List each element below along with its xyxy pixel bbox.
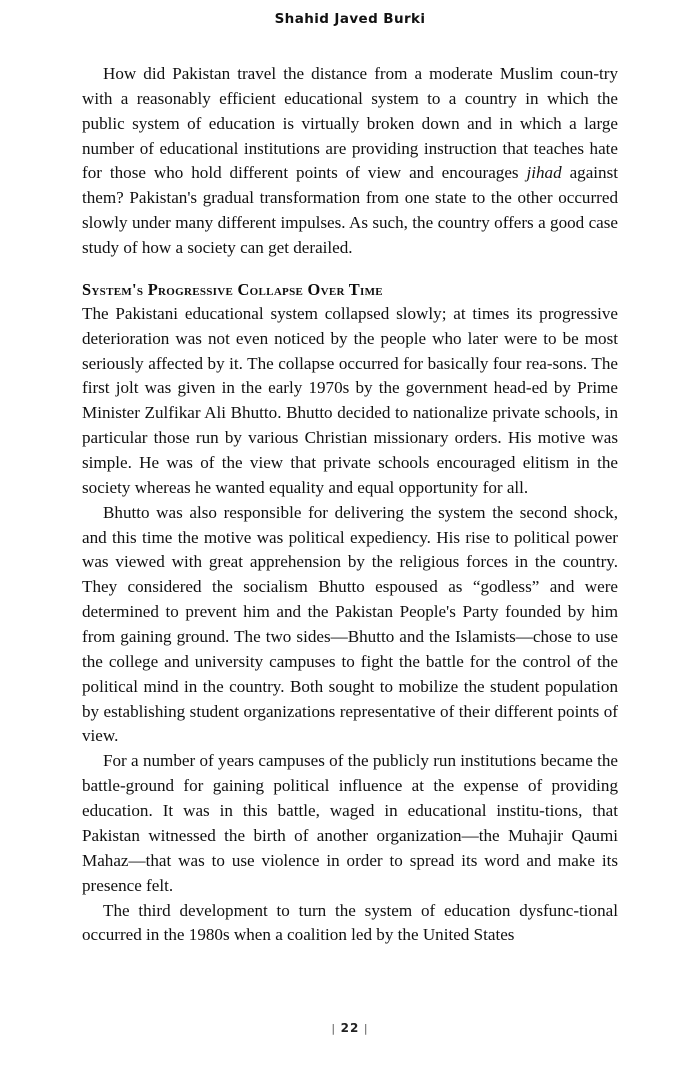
paragraph-intro <box>82 62 618 261</box>
page-body <box>82 62 618 948</box>
paragraph-intro-italic-jihad: jihad <box>526 163 562 183</box>
paragraph-second-shock: Bhutto was also responsible for delivering the system the second shock, and this time the motive was political expediency. His rise to political power was viewed with great apprehension by the religious forces in the country. They considered the socialism Bhutto espoused as “godless” and were determined to prevent him and the Pakistan People's Party founded by him from gaining ground. The two sides—Bhutto and the Islamists—chose to use the college and university campuses to fight the battle for the control of the political mind in the country. Both sought to mobilize the student population by establishing student organizations representative of their different points of view. <box>82 502 618 746</box>
page-number: 22 <box>340 1021 360 1035</box>
paragraph-third-development: The third development to turn the system of education dysfunc-tional occurred in the 1980s when a coalition led by the United States <box>82 900 618 945</box>
footer-left-rule: | <box>331 1022 337 1035</box>
section-heading: System's Progressive Collapse Over Time <box>82 279 383 299</box>
paragraph-intro-part1: How did Pakistan travel the distance from a moderate Muslim coun-try with a reasonably efficient educational system to a country in which the public system of education is virtually broken down and in which a large number of educational institutions are providing instruction that teaches hate for those who hold different points of view and encourages <box>82 64 618 183</box>
paragraph-intro-part2: against them? Pakistan's gradual transformation from one state to the other occurred slowly under many different impulses. As such, the country offers a good case study of how a society can get derailed. <box>82 163 618 258</box>
running-head: Shahid Javed Burki <box>274 11 426 27</box>
paragraph-collapse-1: The Pakistani educational system collapsed slowly; at times its progressive deterioration was not even noticed by the people who later were to be most seriously affected by it. The collapse occurred for basically four rea-sons. The first jolt was given in the early 1970s by the government head-ed by Prime Minister Zulfikar Ali Bhutto. Bhutto decided to nationalize private schools, in particular those run by various Christian missionary orders. His motive was simple. He was of the view that private schools encouraged elitism in the society whereas he wanted equality and equal opportunity for all. <box>82 303 618 497</box>
page-footer <box>0 1021 700 1035</box>
footer-right-rule: | <box>363 1022 369 1035</box>
paragraph-campuses: For a number of years campuses of the publicly run institutions became the battle-ground for gaining political influence at the expense of providing education. It was in this battle, waged in educational institu-tions, that Pakistan witnessed the birth of another organization—the Muhajir Qaumi Mahaz—that was to use violence in order to spread its word and make its presence felt. <box>82 751 618 895</box>
